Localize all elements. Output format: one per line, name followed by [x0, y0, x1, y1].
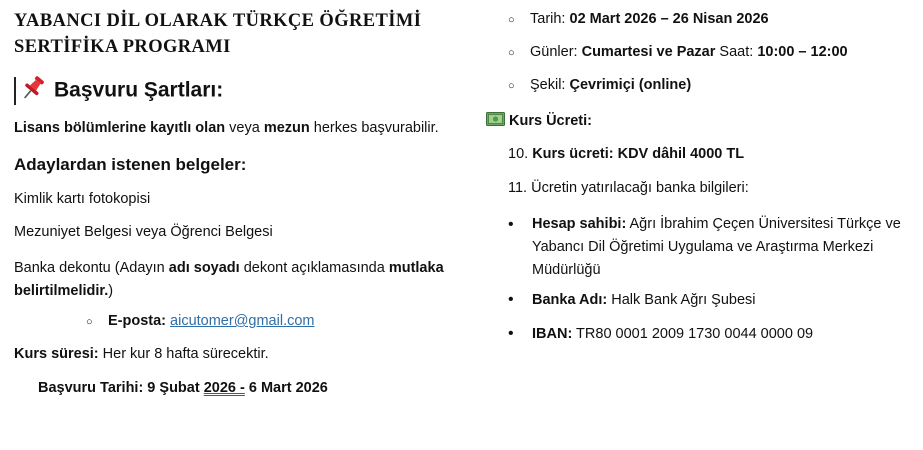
- iban: • IBAN: TR80 0001 2009 1730 0044 0000 09: [508, 325, 814, 342]
- document-item-diploma: Mezuniyet Belgesi veya Öğrenci Belgesi: [14, 224, 273, 240]
- course-date: ○ Tarih: 02 Mart 2026 – 26 Nisan 2026: [508, 11, 769, 27]
- requirements-heading-text: Başvuru Şartları:: [54, 78, 224, 102]
- money-icon: [486, 112, 505, 130]
- application-date: Başvuru Tarihi: 9 Şubat 2026 - 6 Mart 2026: [38, 380, 328, 396]
- document-item-bank-receipt: Banka dekontu (Adayın adı soyadı dekont açıklamasında mutlaka belirtilmelidir.): [14, 260, 444, 299]
- course-days: ○ Günler: Cumartesi ve Pazar Saat: 10:00 – 12:00: [508, 44, 848, 60]
- hollow-bullet-icon: ○: [508, 14, 515, 26]
- email-line: ○ E-posta: aicutomer@gmail.com: [86, 313, 315, 329]
- documents-heading: Adaylardan istenen belgeler:: [14, 155, 247, 174]
- document-item-id: Kimlik kartı fotokopisi: [14, 191, 151, 207]
- bank-info-item: 11. Ücretin yatırılacağı banka bilgileri:: [508, 180, 749, 196]
- hollow-bullet-icon: ○: [508, 80, 515, 92]
- email-link[interactable]: aicutomer@gmail.com: [170, 313, 315, 329]
- requirements-heading: [14, 74, 223, 108]
- heading-bar: [14, 77, 16, 105]
- fee-item: 10. Kurs ücreti: KDV dâhil 4000 TL: [508, 146, 745, 162]
- bullet-icon: •: [508, 291, 514, 308]
- hollow-bullet-icon: ○: [508, 47, 515, 59]
- fee-heading: Kurs Ücreti:: [486, 112, 592, 130]
- pushpin-icon: [18, 74, 48, 108]
- hollow-bullet-icon: ○: [86, 316, 93, 328]
- bank-name: • Banka Adı: Halk Bank Ağrı Şubesi: [508, 291, 756, 308]
- course-duration: Kurs süresi: Her kur 8 hafta sürecektir.: [14, 346, 269, 362]
- account-holder: • Hesap sahibi: Ağrı İbrahim Çeçen Üniversitesi Türkçe ve Yabancı Dil Öğretimi Uygulama ve Araştırma Merkezi Müdürlüğü: [508, 213, 920, 282]
- course-format: ○ Şekil: Çevrimiçi (online): [508, 77, 692, 93]
- bullet-icon: •: [508, 216, 514, 233]
- bullet-icon: •: [508, 325, 514, 342]
- document-title: YABANCI DİL OLARAK TÜRKÇE ÖĞRETİMİ SERTİFİKA PROGRAMI: [14, 11, 422, 57]
- eligibility-text: Lisans bölümlerine kayıtlı olan veya mezun herkes başvurabilir.: [14, 120, 439, 136]
